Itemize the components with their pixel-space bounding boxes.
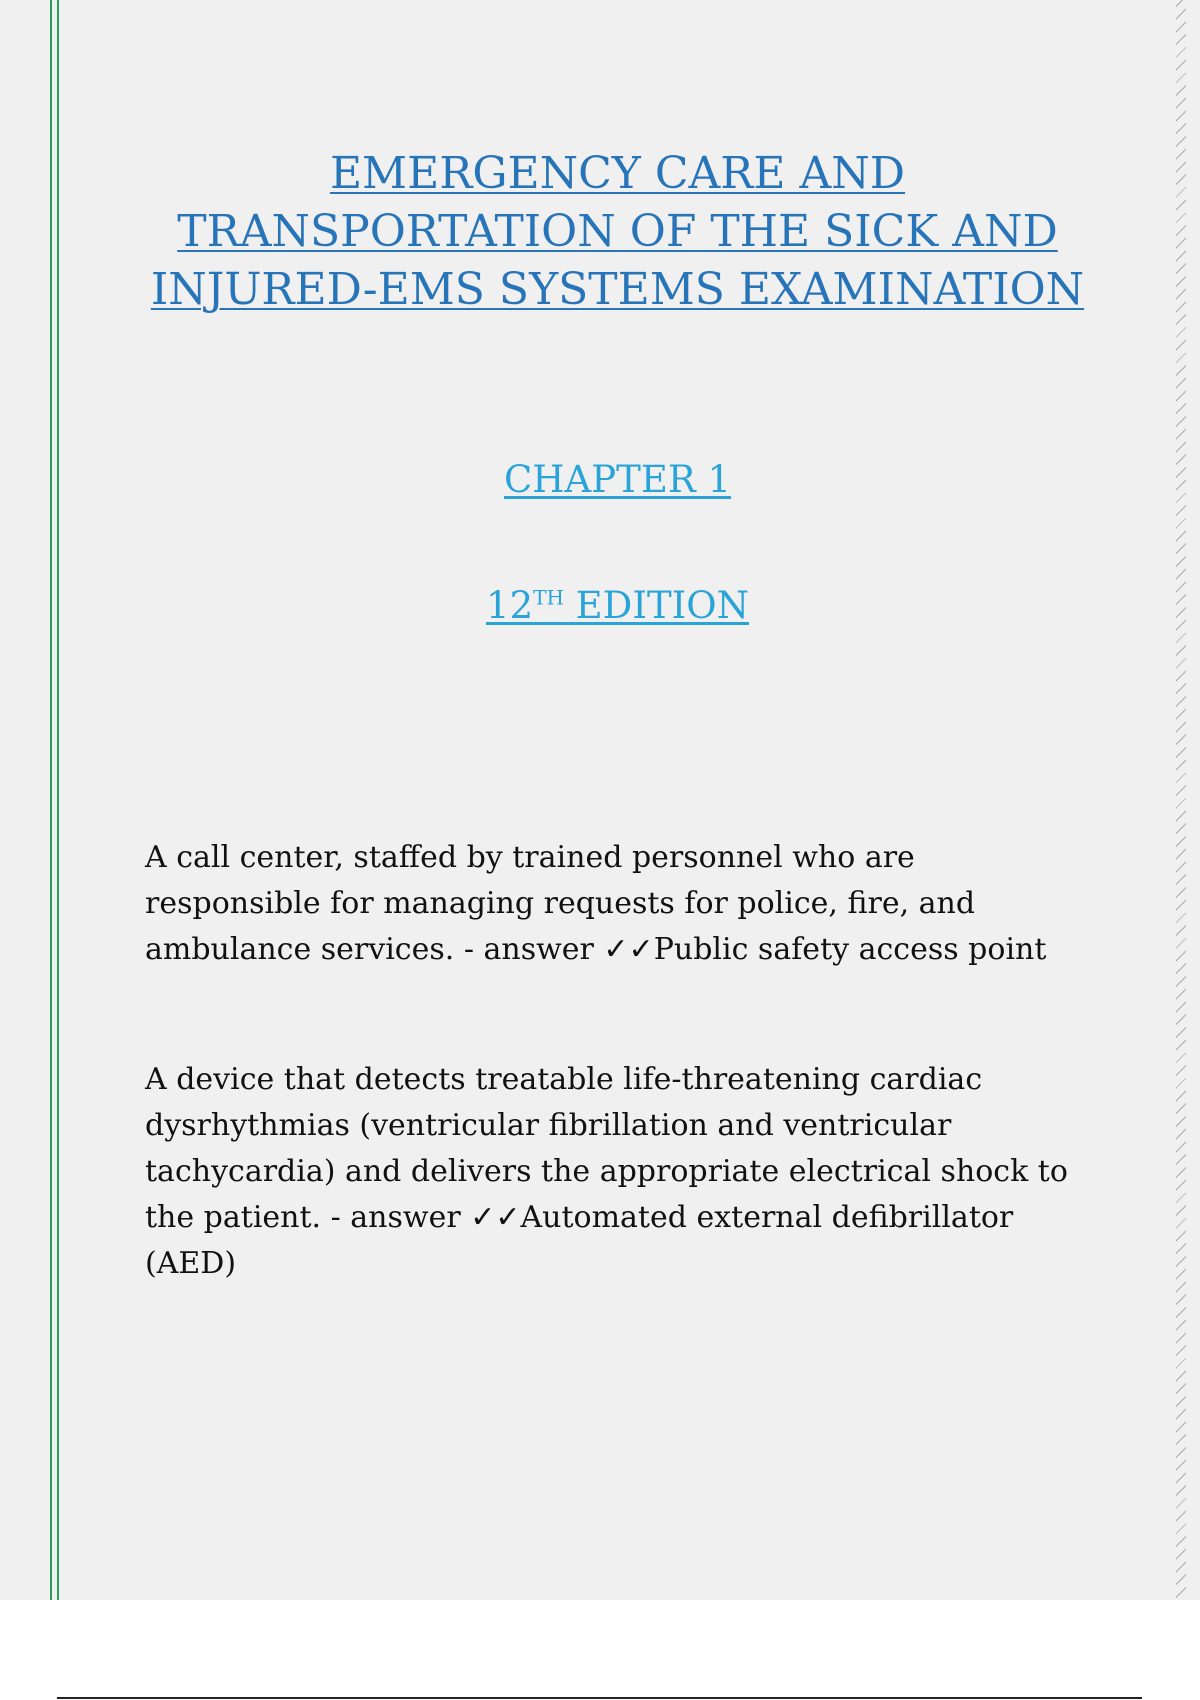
document-title: EMERGENCY CARE AND TRANSPORTATION OF THE SICK AND INJURED-EMS SYSTEMS EXAMINATION bbox=[150, 148, 1085, 315]
checkmark-icon: ✓✓ bbox=[470, 1200, 521, 1235]
left-border-line bbox=[50, 0, 52, 1600]
left-border-line-inner bbox=[57, 0, 59, 1600]
right-hatched-border bbox=[1176, 0, 1186, 1600]
answer-text: Public safety access point bbox=[653, 932, 1047, 967]
qa-item bbox=[145, 835, 1085, 973]
question-text: A call center, staffed by trained personnel who are responsible for managing requests for police, fire, and ambulance services. bbox=[145, 840, 976, 967]
edition-heading bbox=[140, 584, 1095, 627]
qa-item bbox=[145, 1057, 1085, 1287]
edition-word: EDITION bbox=[575, 584, 749, 627]
footer-rule bbox=[57, 1697, 1142, 1699]
edition-suffix: TH bbox=[533, 585, 564, 610]
question-text: A device that detects treatable life-threatening cardiac dysrhythmias (ventricular fibrillation and ventricular tachycardia) and delivers the appropriate electrical shock to the patient. bbox=[145, 1062, 1068, 1235]
answer-separator: - answer bbox=[454, 932, 604, 967]
chapter-heading: CHAPTER 1 bbox=[503, 458, 732, 501]
checkmark-icon: ✓✓ bbox=[603, 932, 654, 967]
answer-text: Automated external defibrillator (AED) bbox=[145, 1200, 1014, 1281]
answer-separator: - answer bbox=[321, 1200, 471, 1235]
edition-number: 12 bbox=[486, 584, 534, 627]
